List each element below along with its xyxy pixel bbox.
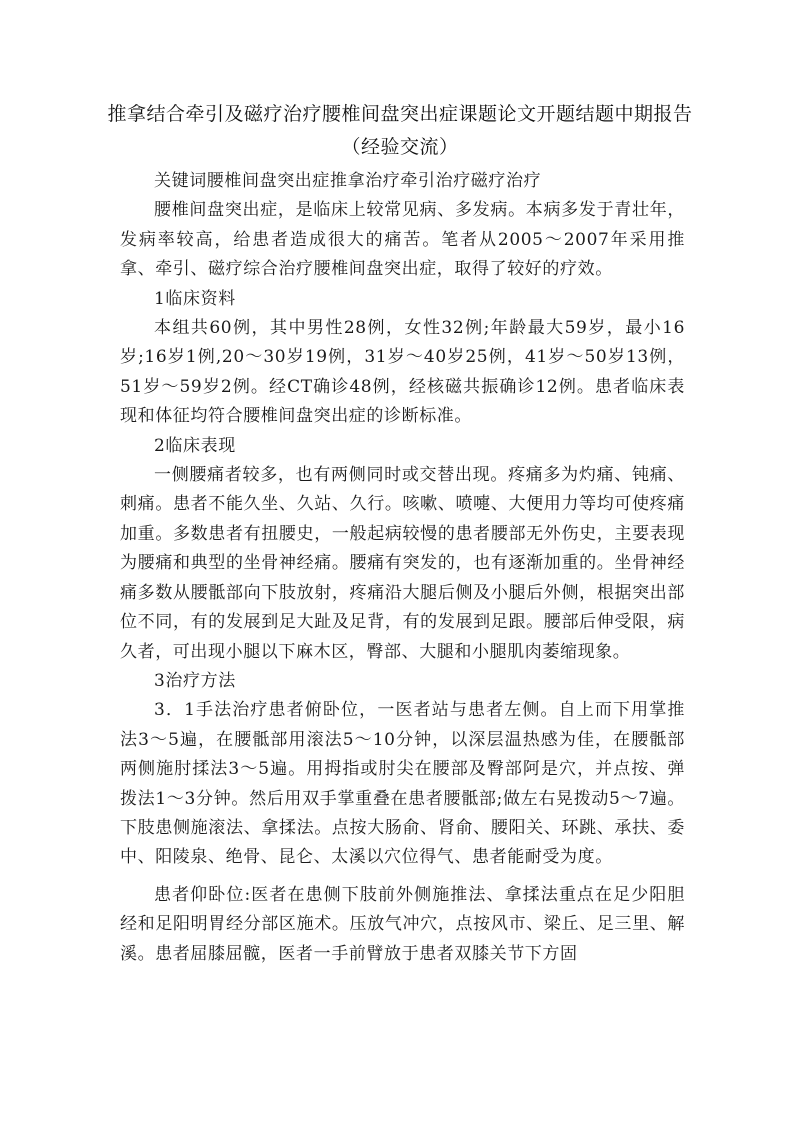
section-heading-treatment: 3治疗方法 <box>154 670 236 691</box>
keywords-paragraph: 关键词腰椎间盘突出症推拿治疗牵引治疗磁疗治疗 <box>154 171 542 191</box>
document-title: 推拿结合牵引及磁疗治疗腰椎间盘突出症课题论文开题结题中期报告（经验交流） <box>107 103 693 158</box>
treatment-manual-paragraph: 3．1手法治疗患者俯卧位，一医者站与患者左侧。自上而下用掌推法3～5遍，在腰骶部用滚法5～10分钟，以深层温热感为佳，在腰骶部两侧施肘揉法3～5遍。用拇指或肘尖在腰部及臀部阿是穴，并点按、弹拨法1～3分钟。然后用双手掌重叠在患者腰骶部;做左右晃拨动5～7遍。下肢患侧施滚法、拿揉法。点按大肠俞、肾俞、腰阳关、环跳、承扶、委中、阳陵泉、绝骨、昆仑、太溪以穴位得气、患者能耐受为度。 <box>120 700 685 868</box>
clinical-data-paragraph: 本组共60例，其中男性28例，女性32例;年龄最大59岁，最小16岁;16岁1例,20～30岁19例，31岁～40岁25例，41岁～50岁13例，51岁～59岁2例。经CT确诊48例，经核磁共振确诊12例。患者临床表现和体征均符合腰椎间盘突出症的诊断标准。 <box>120 318 685 427</box>
section-heading-clinical-manifestation: 2临床表现 <box>154 435 236 456</box>
clinical-manifestation-paragraph: 一侧腰痛者较多，也有两侧同时或交替出现。疼痛多为灼痛、钝痛、刺痛。患者不能久坐、久站、久行。咳嗽、喷嚏、大便用力等均可使疼痛加重。多数患者有扭腰史，一般起病较慢的患者腰部无外伤史，主要表现为腰痛和典型的坐骨神经痛。腰痛有突发的，也有逐渐加重的。坐骨神经痛多数从腰骶部向下肢放射，疼痛沿大腿后侧及小腿后外侧，根据突出部位不同，有的发展到足大趾及足背，有的发展到足跟。腰部后伸受限，病久者，可出现小腿以下麻木区，臀部、大腿和小腿肌肉萎缩现象。 <box>120 465 685 662</box>
section-heading-clinical-data: 1临床资料 <box>154 288 236 309</box>
treatment-supine-paragraph: 患者仰卧位:医者在患侧下肢前外侧施推法、拿揉法重点在足少阳胆经和足阳明胃经分部区施术。压放气冲穴，点按风市、梁丘、足三里、解溪。患者屈膝屈髋，医者一手前臂放于患者双膝关节下方固 <box>120 884 685 964</box>
document-body <box>120 167 685 969</box>
intro-paragraph: 腰椎间盘突出症，是临床上较常见病、多发病。本病多发于青壮年，发病率较高，给患者造成很大的痛苦。笔者从2005～2007年采用推拿、牵引、磁疗综合治疗腰椎间盘突出症，取得了较好的疗效。 <box>120 200 685 280</box>
